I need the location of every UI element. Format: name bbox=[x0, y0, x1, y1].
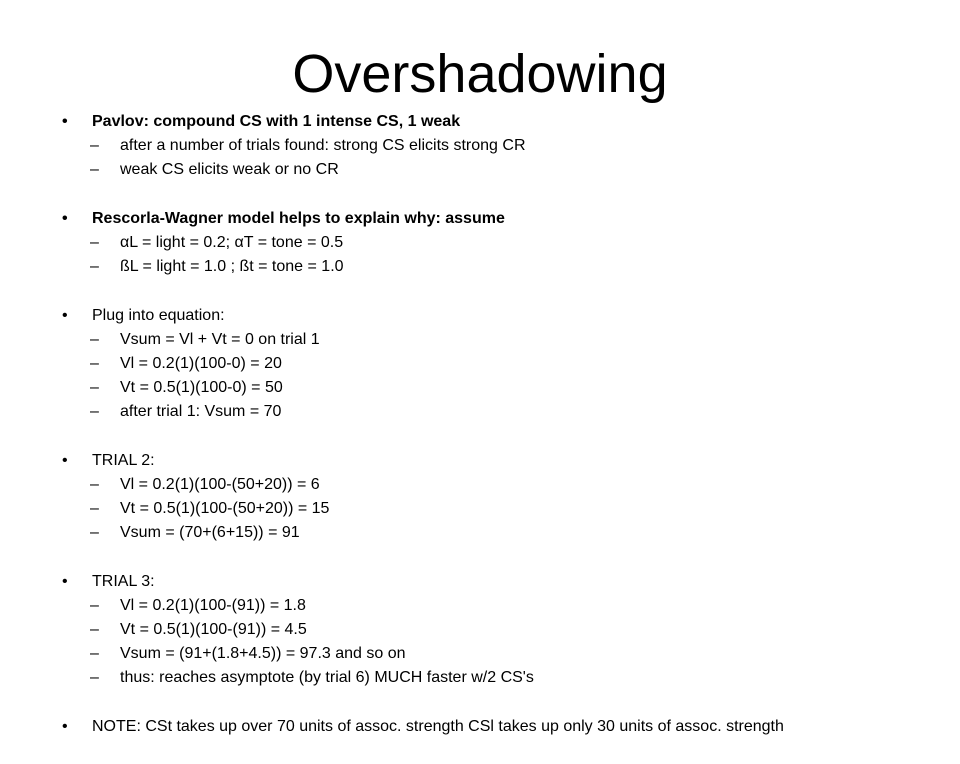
sub-bullet-item: – after trial 1: Vsum = 70 bbox=[62, 400, 942, 424]
bullet-group-trial-3 bbox=[62, 570, 942, 690]
sub-bullet-item: – Vl = 0.2(1)(100-(91)) = 1.8 bbox=[62, 594, 942, 618]
slide-title: Overshadowing bbox=[292, 44, 668, 104]
bullet-group-trial-2 bbox=[62, 449, 942, 545]
sub-bullet-item: – thus: reaches asymptote (by trial 6) MUCH faster w/2 CS's bbox=[62, 666, 942, 690]
sub-bullet-item: – Vl = 0.2(1)(100-0) = 20 bbox=[62, 352, 942, 376]
bullet-group-rescorla-wagner bbox=[62, 207, 942, 279]
sub-bullet-item: – Vsum = (70+(6+15)) = 91 bbox=[62, 521, 942, 545]
bullet-item: • TRIAL 2: bbox=[62, 449, 942, 473]
sub-bullet-item: – αL = light = 0.2; αT = tone = 0.5 bbox=[62, 231, 942, 255]
sub-bullet-item: – after a number of trials found: strong CS elicits strong CR bbox=[62, 134, 942, 158]
sub-bullet-item: – Vt = 0.5(1)(100-0) = 50 bbox=[62, 376, 942, 400]
sub-bullet-item: – weak CS elicits weak or no CR bbox=[62, 158, 942, 182]
bullet-item: • TRIAL 3: bbox=[62, 570, 942, 594]
bullet-item: • Plug into equation: bbox=[62, 304, 942, 328]
sub-bullet-item: – Vl = 0.2(1)(100-(50+20)) = 6 bbox=[62, 473, 942, 497]
bullet-item: • Rescorla-Wagner model helps to explain why: assume bbox=[62, 207, 942, 231]
bullet-group-note bbox=[62, 715, 942, 739]
bullet-item: • NOTE: CSt takes up over 70 units of assoc. strength CSl takes up only 30 units of assoc. strength bbox=[62, 715, 942, 739]
sub-bullet-item: – Vt = 0.5(1)(100-(91)) = 4.5 bbox=[62, 618, 942, 642]
sub-bullet-item: – Vsum = (91+(1.8+4.5)) = 97.3 and so on bbox=[62, 642, 942, 666]
sub-bullet-item: – Vsum = Vl + Vt = 0 on trial 1 bbox=[62, 328, 942, 352]
sub-bullet-item: – ßL = light = 1.0 ; ßt = tone = 1.0 bbox=[62, 255, 942, 279]
bullet-group-equation bbox=[62, 304, 942, 424]
slide-content bbox=[62, 110, 942, 764]
sub-bullet-item: – Vt = 0.5(1)(100-(50+20)) = 15 bbox=[62, 497, 942, 521]
bullet-group-pavlov bbox=[62, 110, 942, 182]
bullet-item: • Pavlov: compound CS with 1 intense CS, 1 weak bbox=[62, 110, 942, 134]
